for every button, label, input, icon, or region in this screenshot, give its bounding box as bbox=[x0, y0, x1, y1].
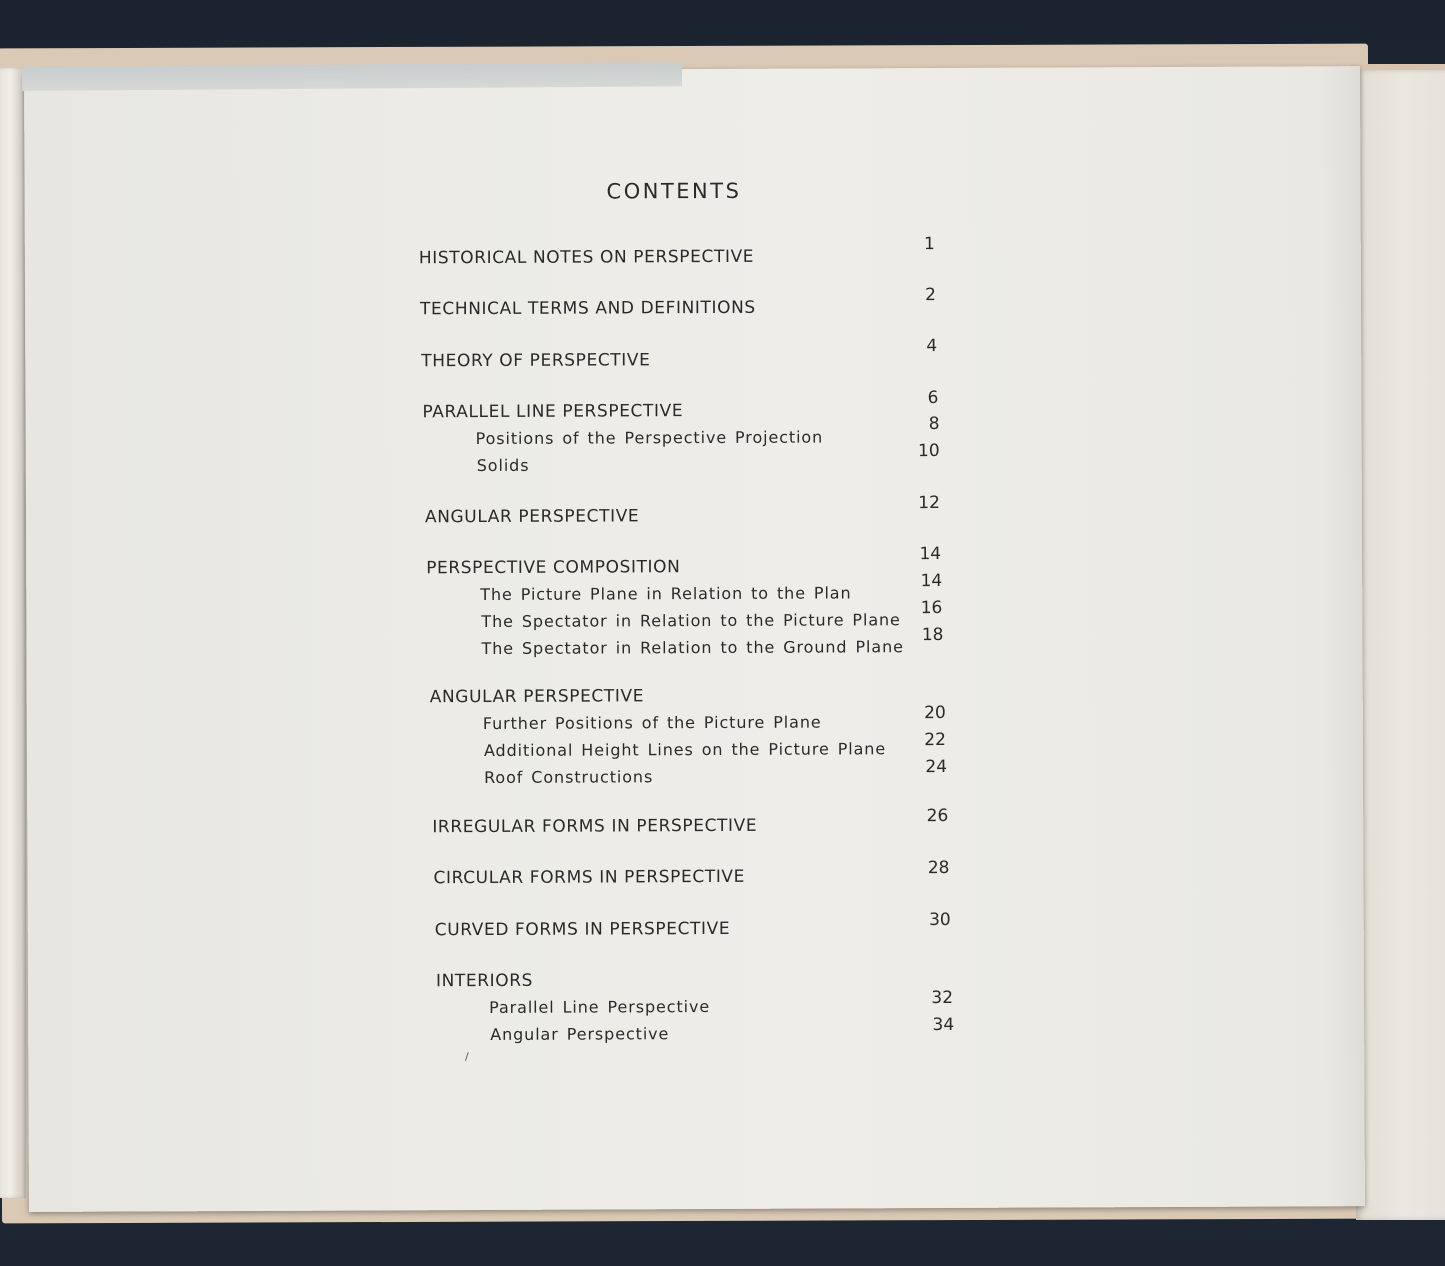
toc-page-number: 16 bbox=[920, 597, 943, 619]
page-stack-edge bbox=[0, 68, 26, 1198]
toc-page-number: 14 bbox=[920, 570, 943, 592]
toc-subentry: Angular Perspective bbox=[490, 1024, 670, 1044]
toc-entry: HISTORICAL NOTES ON PERSPECTIVE bbox=[418, 246, 755, 269]
toc-entry: ANGULAR PERSPECTIVE bbox=[424, 506, 640, 528]
toc-subentry: The Picture Plane in Relation to the Plan bbox=[480, 583, 852, 605]
toc-entry: CIRCULAR FORMS IN PERSPECTIVE bbox=[433, 866, 746, 889]
pencil-mark bbox=[465, 1052, 469, 1061]
toc-subentry: The Spectator in Relation to the Ground Plane bbox=[481, 637, 904, 659]
toc-entry: IRREGULAR FORMS IN PERSPECTIVE bbox=[432, 815, 758, 838]
contents-title: CONTENTS bbox=[606, 178, 742, 204]
toc-entry: CURVED FORMS IN PERSPECTIVE bbox=[434, 918, 731, 941]
toc-page-number: 4 bbox=[926, 336, 938, 357]
facing-page bbox=[1356, 70, 1445, 1220]
toc-page-number: 34 bbox=[932, 1014, 955, 1036]
toc-page-number: 6 bbox=[927, 388, 939, 409]
toc-subentry: The Spectator in Relation to the Picture Plane bbox=[481, 610, 901, 632]
toc-page-number: 20 bbox=[924, 702, 946, 724]
toc-page-number: 14 bbox=[919, 544, 942, 565]
toc-page-number: 22 bbox=[924, 729, 946, 751]
toc-page-number: 1 bbox=[923, 234, 935, 255]
toc-subentry: Solids bbox=[476, 455, 530, 476]
table-of-contents bbox=[24, 66, 1365, 1212]
toc-page-number: 18 bbox=[921, 624, 944, 646]
toc-page-number: 30 bbox=[929, 909, 951, 931]
toc-entry: THEORY OF PERSPECTIVE bbox=[421, 350, 651, 372]
toc-subentry: Parallel Line Perspective bbox=[489, 997, 711, 1017]
toc-subentry: Further Positions of the Picture Plane bbox=[482, 712, 822, 734]
toc-page-number: 8 bbox=[928, 414, 940, 435]
toc-entry: ANGULAR PERSPECTIVE bbox=[429, 686, 645, 708]
toc-entry: PARALLEL LINE PERSPECTIVE bbox=[422, 401, 684, 423]
contents-page bbox=[24, 66, 1365, 1212]
toc-page-number: 28 bbox=[927, 857, 950, 879]
toc-entry: PERSPECTIVE COMPOSITION bbox=[426, 557, 681, 579]
toc-page-number: 24 bbox=[925, 756, 948, 778]
toc-page-number: 32 bbox=[931, 987, 954, 1009]
toc-entry: TECHNICAL TERMS AND DEFINITIONS bbox=[419, 297, 756, 320]
toc-page-number: 10 bbox=[917, 441, 940, 462]
toc-subentry: Additional Height Lines on the Picture Plane bbox=[483, 739, 887, 760]
toc-subentry: Positions of the Perspective Projection bbox=[475, 427, 824, 449]
toc-page-number: 12 bbox=[918, 493, 940, 514]
toc-subentry: Roof Constructions bbox=[484, 767, 654, 787]
toc-page-number: 2 bbox=[925, 285, 937, 306]
toc-page-number: 26 bbox=[926, 805, 949, 827]
toc-entry: INTERIORS bbox=[435, 970, 534, 992]
